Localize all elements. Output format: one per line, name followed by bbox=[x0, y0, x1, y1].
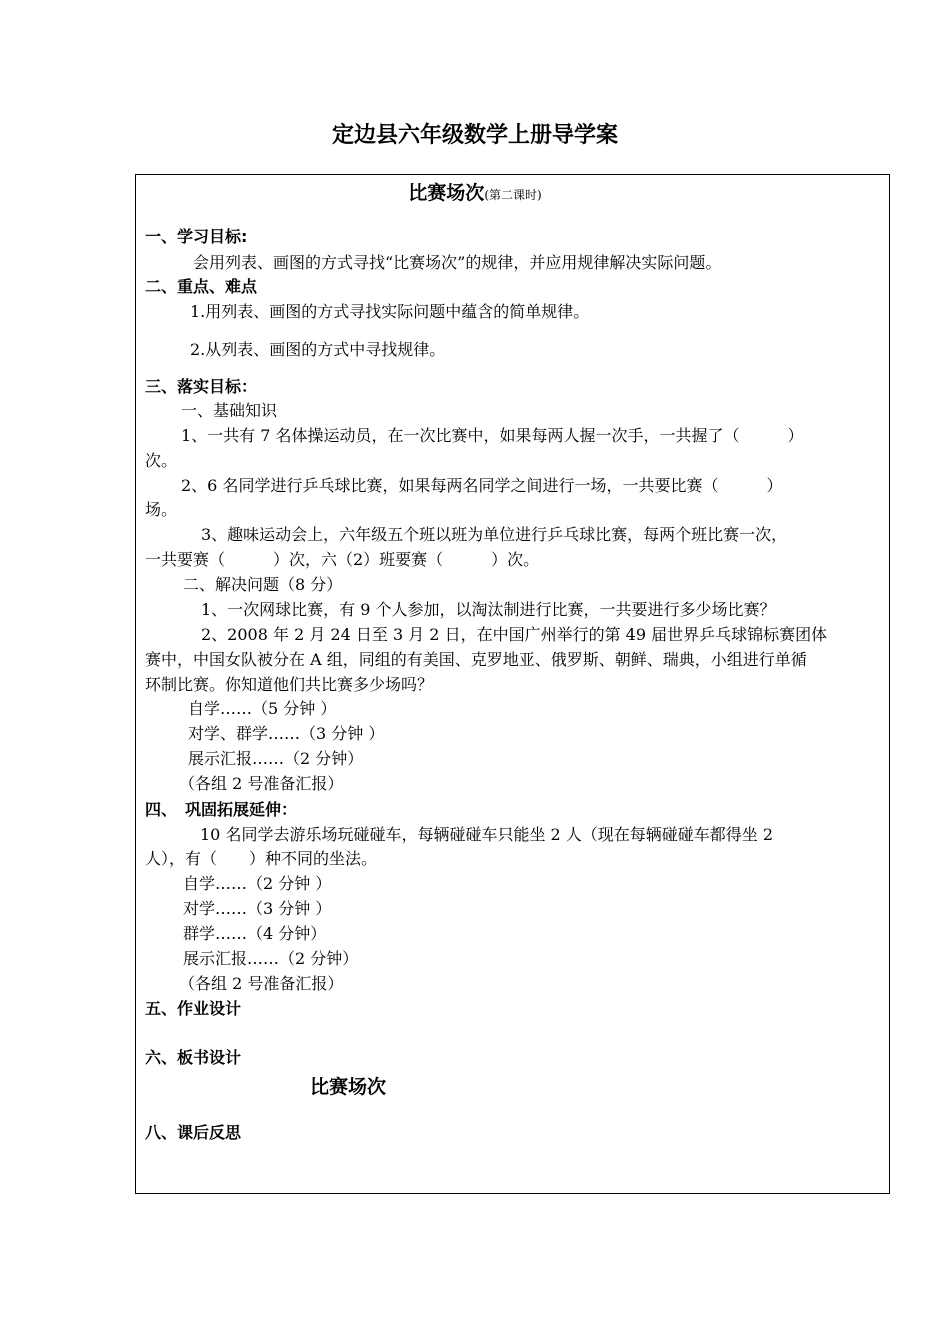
extension-step-pair-study: 对学……（3 分钟 ） bbox=[183, 899, 332, 918]
extension-step-group-study: 群学……（4 分钟） bbox=[183, 924, 327, 943]
lesson-title-subtitle: (第二课时) bbox=[484, 188, 542, 202]
extension-step-self-study: 自学……（2 分钟 ） bbox=[183, 874, 332, 893]
lesson-title-main: 比赛场次 bbox=[408, 182, 485, 204]
extension-question-line-2: 人），有（ ）种不同的坐法。 bbox=[145, 849, 378, 868]
step-report-note: （各组 2 号准备汇报） bbox=[179, 774, 344, 793]
question-3-line-1: 3、趣味运动会上，六年级五个班以班为单位进行乒乓球比赛，每两个班比赛一次， bbox=[201, 525, 788, 544]
key-point-1: 1.用列表、画图的方式寻找实际问题中蕴含的简单规律。 bbox=[190, 302, 590, 321]
key-point-2: 2.从列表、画图的方式中寻找规律。 bbox=[190, 340, 446, 359]
lesson-title bbox=[0, 178, 950, 205]
basic-knowledge-heading: 一、基础知识 bbox=[181, 401, 278, 420]
step-pair-group-study: 对学、群学……（3 分钟 ） bbox=[188, 724, 385, 743]
question-2-line-1: 2、6 名同学进行乒乓球比赛，如果每两名同学之间进行一场，一共要比赛（ ） bbox=[181, 476, 783, 495]
extension-question-line-1: 10 名同学去游乐场玩碰碰车，每辆碰碰车只能坐 2 人（现在每辆碰碰车都得坐 2 bbox=[200, 825, 774, 844]
problem-2-line-2: 赛中，中国女队被分在 A 组，同组的有美国、克罗地亚、俄罗斯、朝鲜、瑞典，小组进行单循 bbox=[145, 650, 807, 669]
step-self-study: 自学……（5 分钟 ） bbox=[188, 699, 337, 718]
problem-1: 1、一次网球比赛，有 9 个人参加，以淘汰制进行比赛，一共要进行多少场比赛？ bbox=[201, 600, 776, 619]
question-2-line-2: 场。 bbox=[145, 500, 178, 519]
problem-2-line-1: 2、2008 年 2 月 24 日至 3 月 2 日，在中国广州举行的第 49 届世界乒乓球锦标赛团体 bbox=[201, 625, 828, 644]
question-1-line-1: 1、一共有 7 名体操运动员，在一次比赛中，如果每两人握一次手，一共握了（ ） bbox=[181, 426, 804, 445]
extension-step-report-note: （各组 2 号准备汇报） bbox=[179, 974, 344, 993]
problem-2-line-3: 环制比赛。你知道他们共比赛多少场吗？ bbox=[145, 675, 434, 694]
section-extension-heading: 四、 巩固拓展延伸： bbox=[145, 800, 298, 819]
section-learning-goals-heading: 一、学习目标: bbox=[145, 227, 248, 246]
step-presentation: 展示汇报……（2 分钟） bbox=[188, 749, 364, 768]
section-reflection-heading: 八、课后反思 bbox=[145, 1123, 242, 1142]
solve-problems-heading: 二、解决问题（8 分） bbox=[183, 575, 343, 594]
question-1-line-2: 次。 bbox=[145, 451, 178, 470]
section-homework-heading: 五、作业设计 bbox=[145, 999, 242, 1018]
question-3-line-2: 一共要赛（ ）次，六（2）班要赛（ ）次。 bbox=[145, 550, 540, 569]
section-objectives-heading: 三、落实目标： bbox=[145, 377, 258, 396]
section-board-design-heading: 六、板书设计 bbox=[145, 1048, 242, 1067]
board-design-title: 比赛场次 bbox=[310, 1076, 387, 1098]
learning-goals-text: 会用列表、画图的方式寻找“比赛场次”的规律，并应用规律解决实际问题。 bbox=[193, 253, 722, 272]
section-key-points-heading: 二、重点、难点 bbox=[145, 277, 258, 296]
extension-step-presentation: 展示汇报……（2 分钟） bbox=[183, 949, 359, 968]
page-title: 定边县六年级数学上册导学案 bbox=[331, 123, 618, 148]
